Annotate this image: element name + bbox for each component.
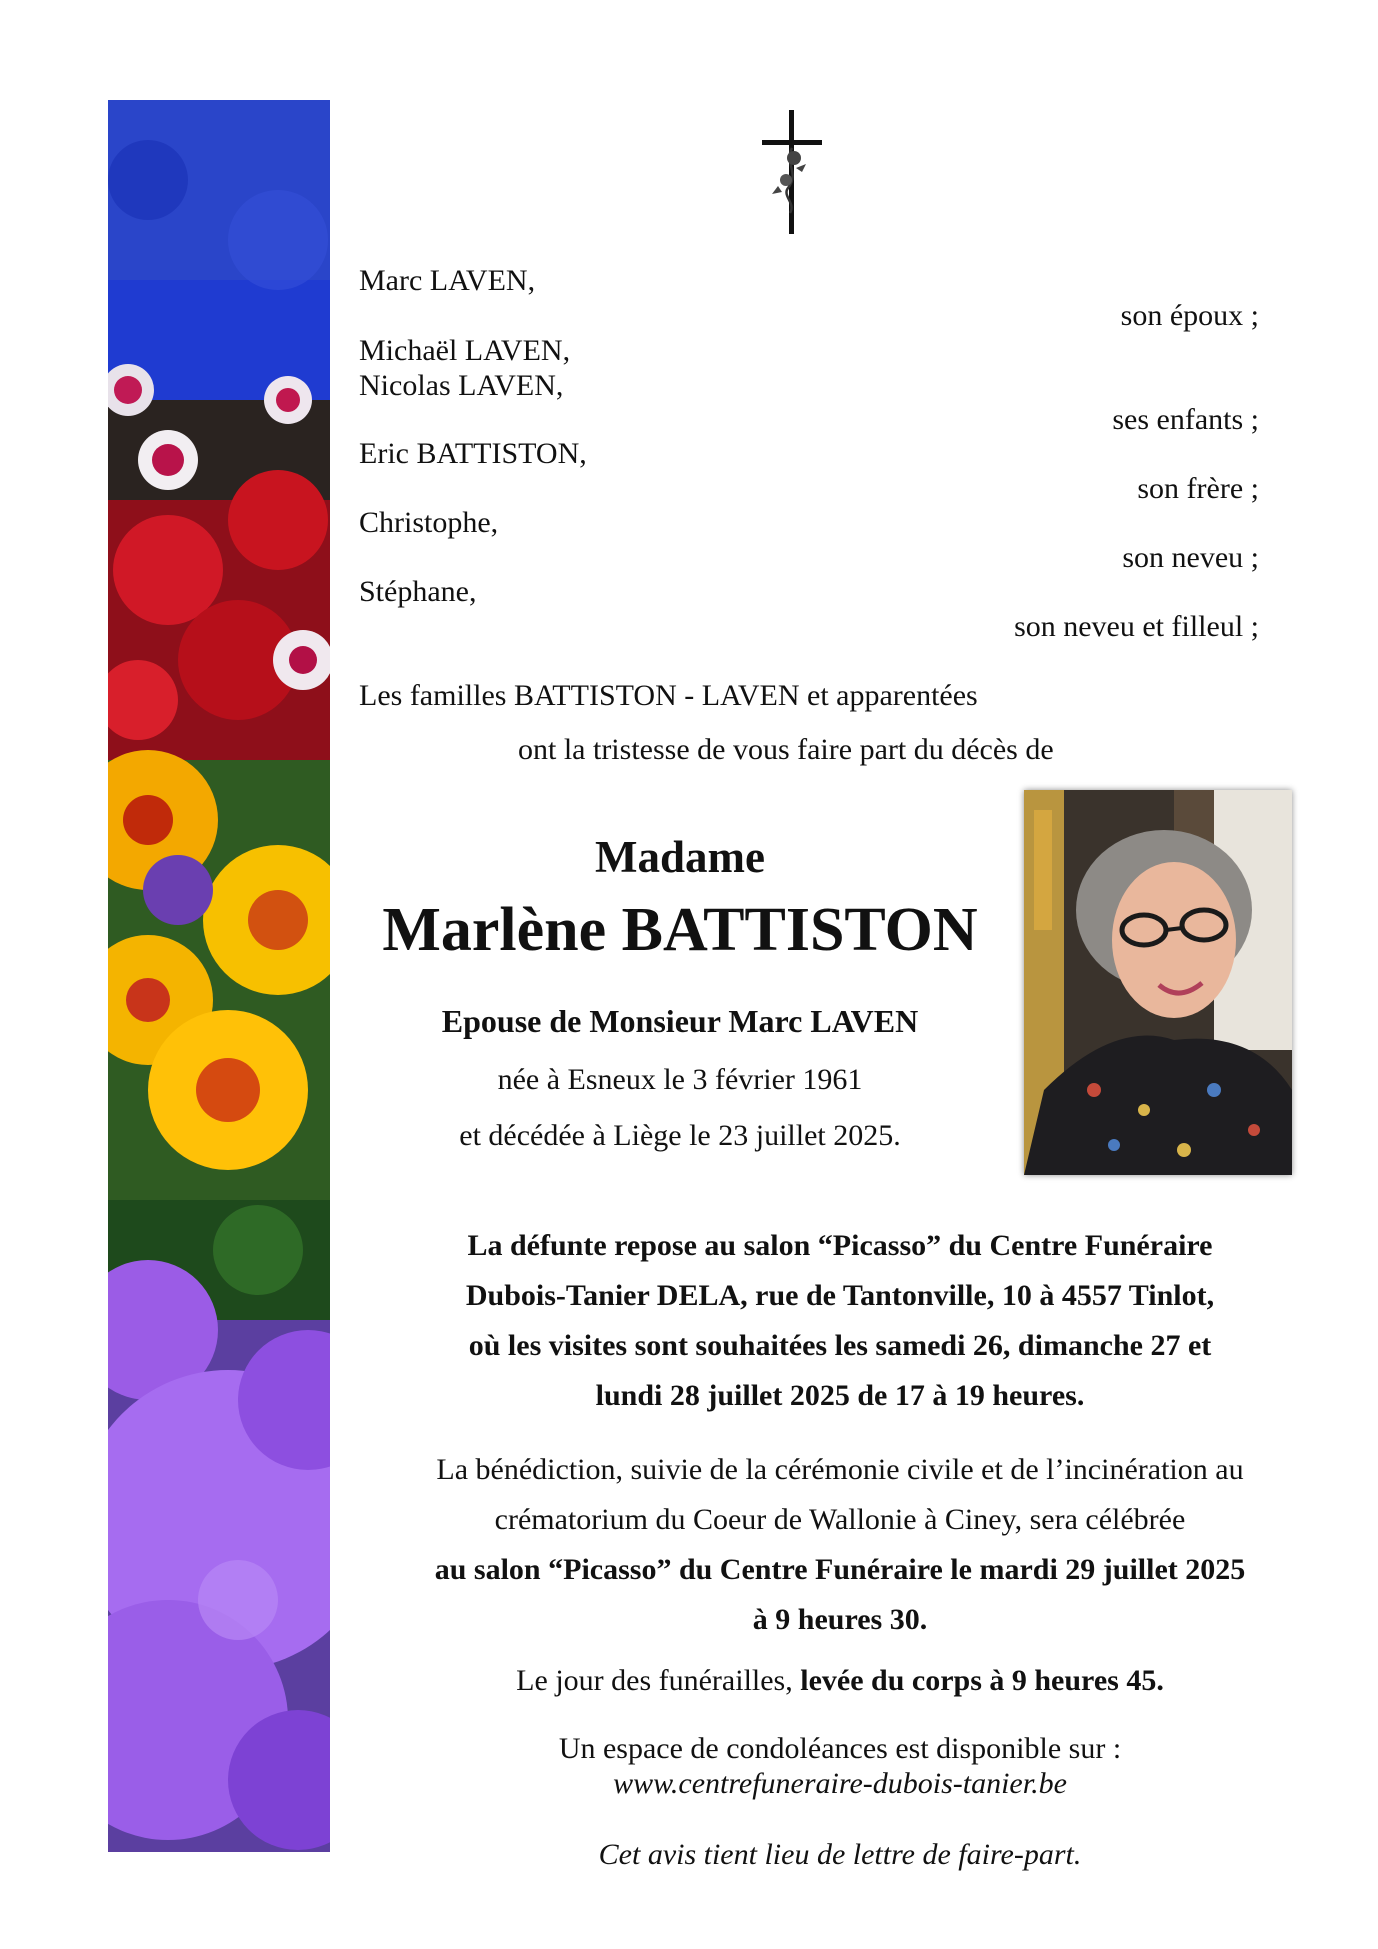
deceased-died-wrap [360, 1119, 1000, 1153]
family-name: Nicolas LAVEN, [359, 369, 564, 402]
family-relation: son époux ; [1120, 299, 1259, 332]
ceremony-line: au salon “Picasso” du Centre Funéraire le mardi 29 juillet 2025 [434, 1553, 1246, 1586]
family-relation: son neveu et filleul ; [1014, 610, 1259, 643]
visitation-line: La défunte repose au salon “Picasso” du Centre Funéraire [467, 1229, 1213, 1262]
visitation-line: lundi 28 juillet 2025 de 17 à 19 heures. [595, 1379, 1085, 1412]
family-relation: ses enfants ; [1112, 403, 1259, 436]
portrait-photo [1024, 790, 1292, 1175]
family-name: Michaël LAVEN, [359, 334, 571, 367]
funeral-day [340, 1664, 1340, 1698]
announcement-line: ont la tristesse de vous faire part du décès de [518, 733, 1054, 766]
condolences-url[interactable]: www.centrefuneraire-dubois-tanier.be [613, 1767, 1067, 1800]
funeral-day-bold: levée du corps à 9 heures 45. [800, 1664, 1164, 1697]
condolences-line: Un espace de condoléances est disponible sur : [558, 1732, 1122, 1765]
family-name: Christophe, [359, 506, 499, 539]
ceremony-line: La bénédiction, suivie de la cérémonie civile et de l’incinération au [436, 1453, 1244, 1486]
deceased-born-wrap [360, 1063, 1000, 1097]
family-relation: son frère ; [1137, 472, 1259, 505]
ceremony-line: à 9 heures 30. [752, 1603, 928, 1636]
deceased-title: Madame [595, 832, 765, 882]
family-name: Eric BATTISTON, [359, 437, 587, 470]
closing-line: Cet avis tient lieu de lettre de faire-part. [598, 1838, 1082, 1871]
deceased-name: Marlène BATTISTON [382, 896, 978, 964]
family-relation: son neveu ; [1122, 541, 1259, 574]
funeral-day-prefix: Le jour des funérailles, [516, 1664, 801, 1697]
ceremony-line: crématorium du Coeur de Wallonie à Ciney, sera célébrée [494, 1503, 1186, 1536]
flower-border-image [108, 100, 330, 1852]
family-name: Marc LAVEN, [359, 264, 536, 297]
deceased-born: née à Esneux le 3 février 1961 [497, 1063, 863, 1096]
crucifix-with-rose-icon [756, 108, 828, 236]
visitation-line: Dubois-Tanier DELA, rue de Tantonville, 10 à 4557 Tinlot, [465, 1279, 1215, 1312]
deceased-died: et décédée à Liège le 23 juillet 2025. [459, 1119, 901, 1152]
families-line: Les familles BATTISTON - LAVEN et apparentées [359, 679, 978, 712]
visitation-line: où les visites sont souhaitées les samedi 26, dimanche 27 et [468, 1329, 1212, 1362]
family-name: Stéphane, [359, 575, 477, 608]
deceased-spouse: Epouse de Monsieur Marc LAVEN [441, 1003, 919, 1039]
